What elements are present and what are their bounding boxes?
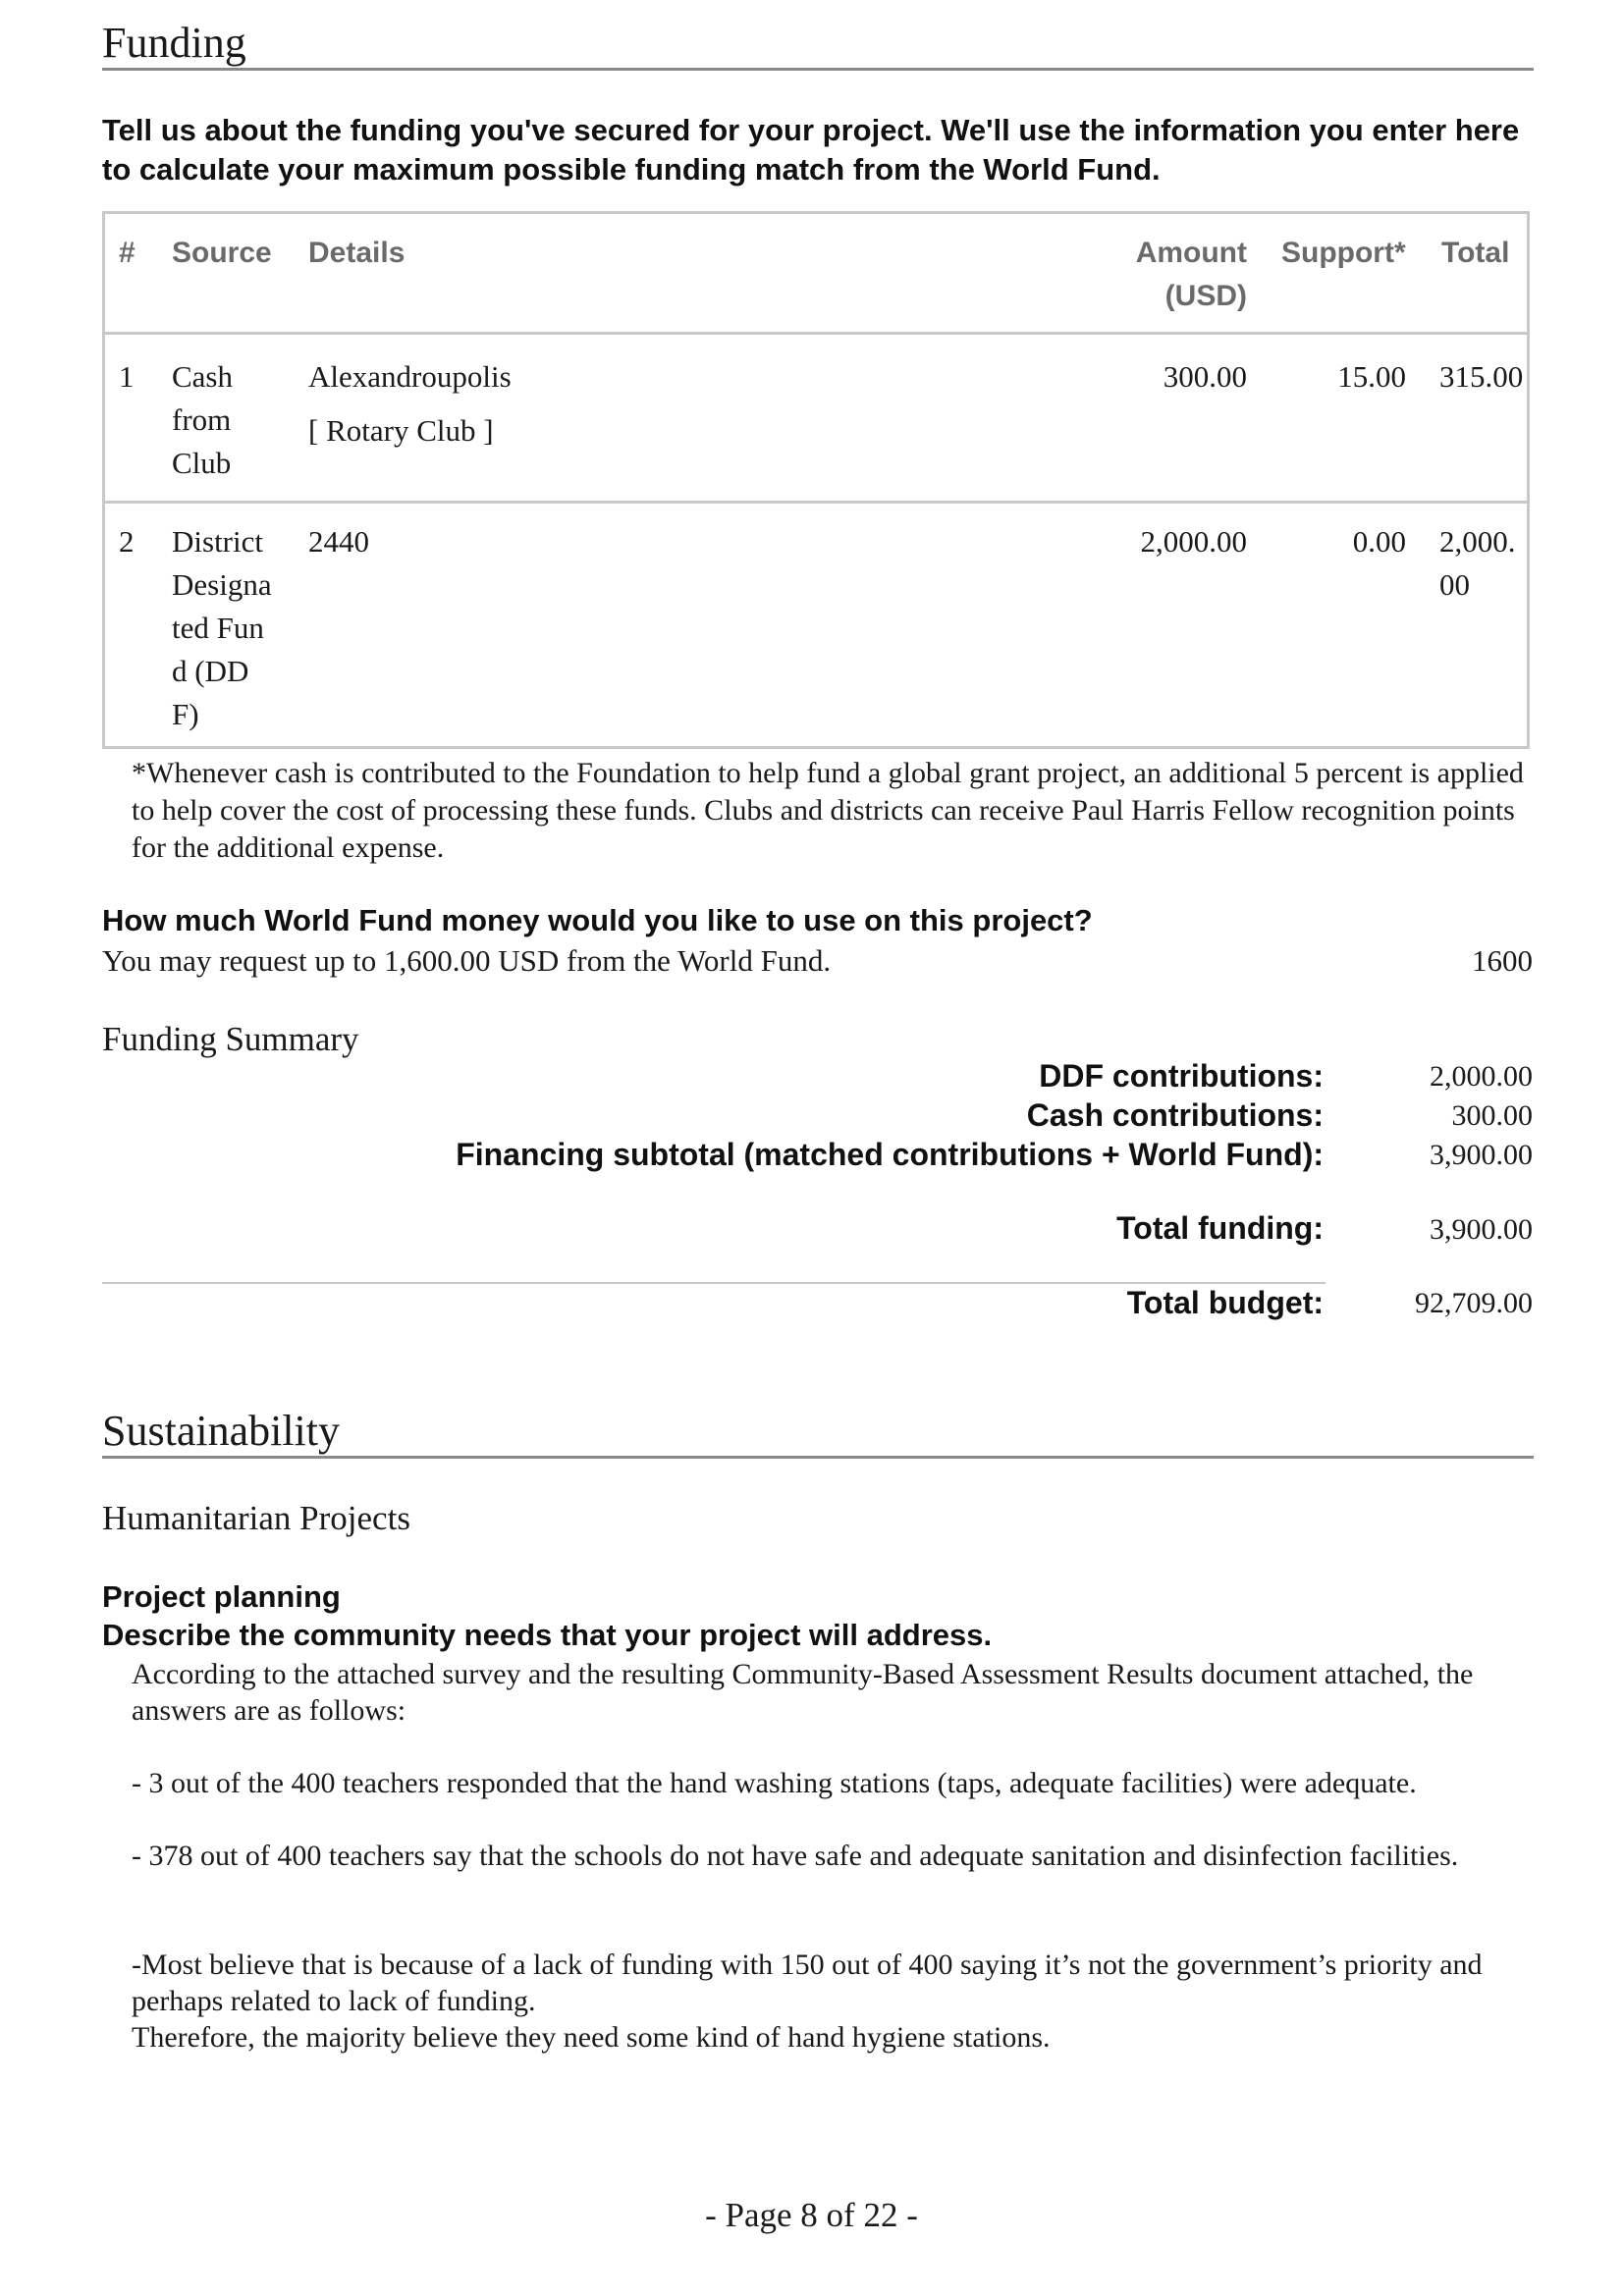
summary-divider [102, 1282, 1325, 1284]
support-footnote: *Whenever cash is contributed to the Foundation to help fund a global grant project, an additional 5 percent is applied to help cover the cost of processing these funds. Clubs and districts can receive Paul Harris Fellow recognition points for the additional expense. [132, 757, 1524, 864]
world-fund-note: You may request up to 1,600.00 USD from the World Fund. [102, 943, 832, 978]
row-1-total: 315.00 [1439, 359, 1524, 394]
column-header-amount: Amount (USD) [1135, 237, 1247, 312]
row-2-support: 0.00 [1352, 524, 1406, 559]
project-planning-label: Project planning [102, 1579, 341, 1614]
cash-contributions-label: Cash contributions: [1026, 1097, 1324, 1133]
answer-item-3: -Most believe that is because of a lack of funding with 150 out of 400 saying it’s not the government’s priority and perhaps related to lack of funding. [132, 1949, 1483, 2017]
world-fund-value: 1600 [1472, 943, 1533, 978]
row-2-details: 2440 [308, 524, 369, 559]
financing-subtotal-value: 3,900.00 [1430, 1139, 1533, 1171]
answer-item-2: - 378 out of 400 teachers say that the schools do not have safe and adequate sanitation and disinfection facilities. [132, 1840, 1459, 1872]
ddf-contributions-label: DDF contributions: [1039, 1058, 1324, 1094]
funding-summary-heading: Funding Summary [102, 1020, 359, 1058]
table-header-divider [102, 332, 1530, 335]
sustainability-heading-rule [102, 1456, 1534, 1459]
answer-conclusion: Therefore, the majority believe they need some kind of hand hygiene stations. [132, 2021, 1051, 2054]
humanitarian-projects-subheading: Humanitarian Projects [102, 1499, 410, 1537]
row-1-details-sub: [ Rotary Club ] [308, 413, 494, 448]
total-funding-label: Total funding: [1116, 1210, 1324, 1246]
sustainability-heading: Sustainability [102, 1407, 340, 1455]
answer-intro: According to the attached survey and the resulting Community-Based Assessment Results document attached, the answers are as follows: [132, 1658, 1474, 1727]
page-number: - Page 8 of 22 - [705, 2196, 918, 2234]
column-header-support: Support* [1281, 237, 1406, 269]
world-fund-question: How much World Fund money would you like to use on this project? [102, 903, 1093, 937]
funding-heading: Funding [102, 19, 246, 67]
column-header-total: Total [1441, 237, 1510, 269]
total-budget-label: Total budget: [1126, 1285, 1324, 1320]
funding-intro: Tell us about the funding you've secured for your project. We'll use the information you enter here to calculate your maximum possible funding match from the World Fund. [102, 113, 1520, 187]
row-1-support: 15.00 [1337, 359, 1406, 394]
column-header-source: Source [172, 237, 272, 269]
row-2-total: 2,000.00 [1439, 524, 1516, 602]
row-1-amount: 300.00 [1163, 359, 1247, 394]
funding-heading-rule [102, 68, 1534, 71]
row-1-source: Cash from Club [172, 359, 233, 480]
cash-contributions-value: 300.00 [1451, 1099, 1533, 1132]
row-2-amount: 2,000.00 [1140, 524, 1247, 559]
ddf-contributions-value: 2,000.00 [1430, 1060, 1533, 1093]
column-header-number: # [119, 237, 135, 269]
community-needs-question: Describe the community needs that your project will address. [102, 1618, 993, 1652]
answer-item-1: - 3 out of the 400 teachers responded that the hand washing stations (taps, adequate facilities) were adequate. [132, 1767, 1417, 1799]
row-2-source: District Designated Fund (DDF) [172, 524, 272, 731]
total-budget-value: 92,709.00 [1415, 1287, 1533, 1319]
row-2-number: 2 [119, 524, 135, 559]
row-1-number: 1 [119, 359, 135, 394]
table-row-divider [102, 501, 1530, 504]
financing-subtotal-label: Financing subtotal (matched contributions + World Fund): [456, 1137, 1324, 1172]
column-header-details: Details [308, 237, 406, 269]
funding-table [102, 211, 1530, 749]
row-1-details: Alexandroupolis [308, 359, 512, 394]
total-funding-value: 3,900.00 [1430, 1213, 1533, 1246]
